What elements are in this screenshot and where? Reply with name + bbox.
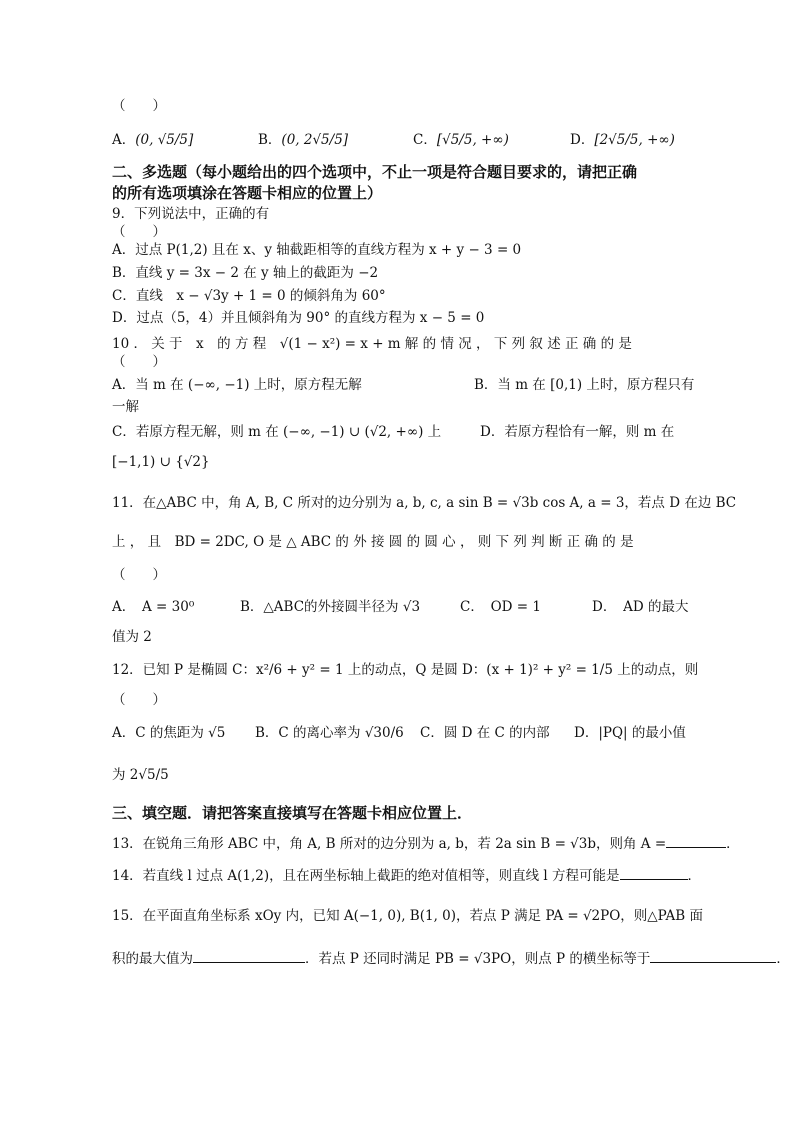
- q14-text: 14．若直线 l 过点 A(1,2)，且在两坐标轴上截距的绝对值相等，则直线 l 方程可能是: [112, 868, 620, 884]
- q10-option-a: A．当 m 在 (−∞, −1) 上时，原方程无解: [112, 377, 362, 393]
- q8-option-c: C．[√5/5, +∞): [413, 132, 509, 148]
- q8-option-d: D．[2√5/5, +∞): [570, 132, 675, 148]
- q11-paren: （ ）: [112, 567, 166, 583]
- q11-stem-line2: 上 ， 且 BD = 2DC, O 是 △ ABC 的 外 接 圆 的 圆 心 ， 则 下 列 判 断 正 确 的 是: [112, 534, 634, 550]
- q12-option-c: C．圆 D 在 C 的内部: [420, 725, 550, 741]
- q9-option-b: B．直线 y = 3x − 2 在 y 轴上的截距为 −2: [112, 265, 379, 281]
- q15-line2: 积的最大值为 ．若点 P 还同时满足 PB = √3PO，则点 P 的横坐标等于 ．: [112, 948, 790, 969]
- q8-option-a: A．(0, √5/5]: [112, 132, 194, 148]
- q11-option-b: B．△ABC的外接圆半径为 √3: [240, 599, 421, 615]
- q12-paren: （ ）: [112, 692, 166, 708]
- q10-option-d: D．若原方程恰有一解，则 m 在: [480, 424, 675, 440]
- q12-stem: 12．已知 P 是椭圆 C：x²/6 + y² = 1 上的动点，Q 是圆 D：(x + 1)² + y² = 1/5 上的动点，则: [112, 662, 699, 678]
- q13-line: 13．在锐角三角形 ABC 中，角 A, B 所对的边分别为 a, b，若 2a sin B = √3b，则角 A = ．: [112, 833, 740, 854]
- q11-option-d-cont: 值为 2: [112, 629, 152, 645]
- q10-option-b: B．当 m 在 [0,1) 上时，原方程只有: [474, 377, 695, 393]
- q14-line: 14．若直线 l 过点 A(1,2)，且在两坐标轴上截距的绝对值相等，则直线 l 方程可能是 ．: [112, 865, 701, 886]
- q15-answer-blank-1[interactable]: [193, 948, 305, 963]
- q10-option-d-cont: [−1,1) ∪ {√2}: [112, 454, 210, 470]
- q13-text: 13．在锐角三角形 ABC 中，角 A, B 所对的边分别为 a, b，若 2a sin B = √3b，则角 A =: [112, 836, 667, 852]
- q9-stem: 9．下列说法中，正确的有: [112, 206, 270, 222]
- q12-option-b: B．C 的离心率为 √30/6: [255, 725, 404, 741]
- q9-option-a: A．过点 P(1,2) 且在 x、y 轴截距相等的直线方程为 x + y − 3 = 0: [112, 242, 522, 258]
- q11-option-d: D． AD 的最大: [592, 599, 689, 615]
- q10-option-c: C．若原方程无解，则 m 在 (−∞, −1) ∪ (√2, +∞) 上: [112, 424, 442, 440]
- q11-option-a: A． A = 30⁰: [112, 599, 195, 615]
- q8-option-b: B．(0, 2√5/5]: [258, 132, 349, 148]
- q8-paren: （ ）: [112, 98, 166, 114]
- section3-title: 三、填空题．请把答案直接填写在答题卡相应位置上．: [112, 804, 473, 822]
- q12-option-d-cont: 为 2√5/5: [112, 767, 169, 783]
- section2-title-line1: 二、多选题（每小题给出的四个选项中，不止一项是符合题目要求的，请把正确: [112, 163, 638, 181]
- q9-option-d: D．过点（5，4）并且倾斜角为 90° 的直线方程为 x − 5 = 0: [112, 310, 485, 326]
- q10-stem: 10 ． 关 于 x 的 方 程 √(1 − x²) = x + m 解 的 情 况 ， 下 列 叙 述 正 确 的 是: [112, 336, 632, 352]
- q15-answer-blank-2[interactable]: [650, 948, 776, 963]
- section2-title-line2: 的所有选项填涂在答题卡相应的位置上）: [112, 184, 383, 202]
- q15-line1: 15．在平面直角坐标系 xOy 内，已知 A(−1, 0), B(1, 0)，若点 P 满足 PA = √2PO，则△PAB 面: [112, 908, 703, 924]
- q13-answer-blank[interactable]: [666, 833, 726, 848]
- q11-option-c: C． OD = 1: [460, 599, 541, 615]
- q10-paren: （ ）: [112, 354, 166, 370]
- q11-stem-line1: 11．在△ABC 中，角 A, B, C 所对的边分别为 a, b, c, a sin B = √3b cos A, a = 3，若点 D 在边 BC: [112, 495, 737, 511]
- q10-option-b-cont: 一解: [112, 399, 139, 415]
- q14-answer-blank[interactable]: [620, 865, 688, 880]
- q9-paren: （ ）: [112, 224, 166, 240]
- q9-option-c: C．直线 x − √3y + 1 = 0 的倾斜角为 60°: [112, 288, 386, 304]
- q12-option-d: D．|PQ| 的最小值: [574, 725, 686, 741]
- q12-option-a: A．C 的焦距为 √5: [112, 725, 226, 741]
